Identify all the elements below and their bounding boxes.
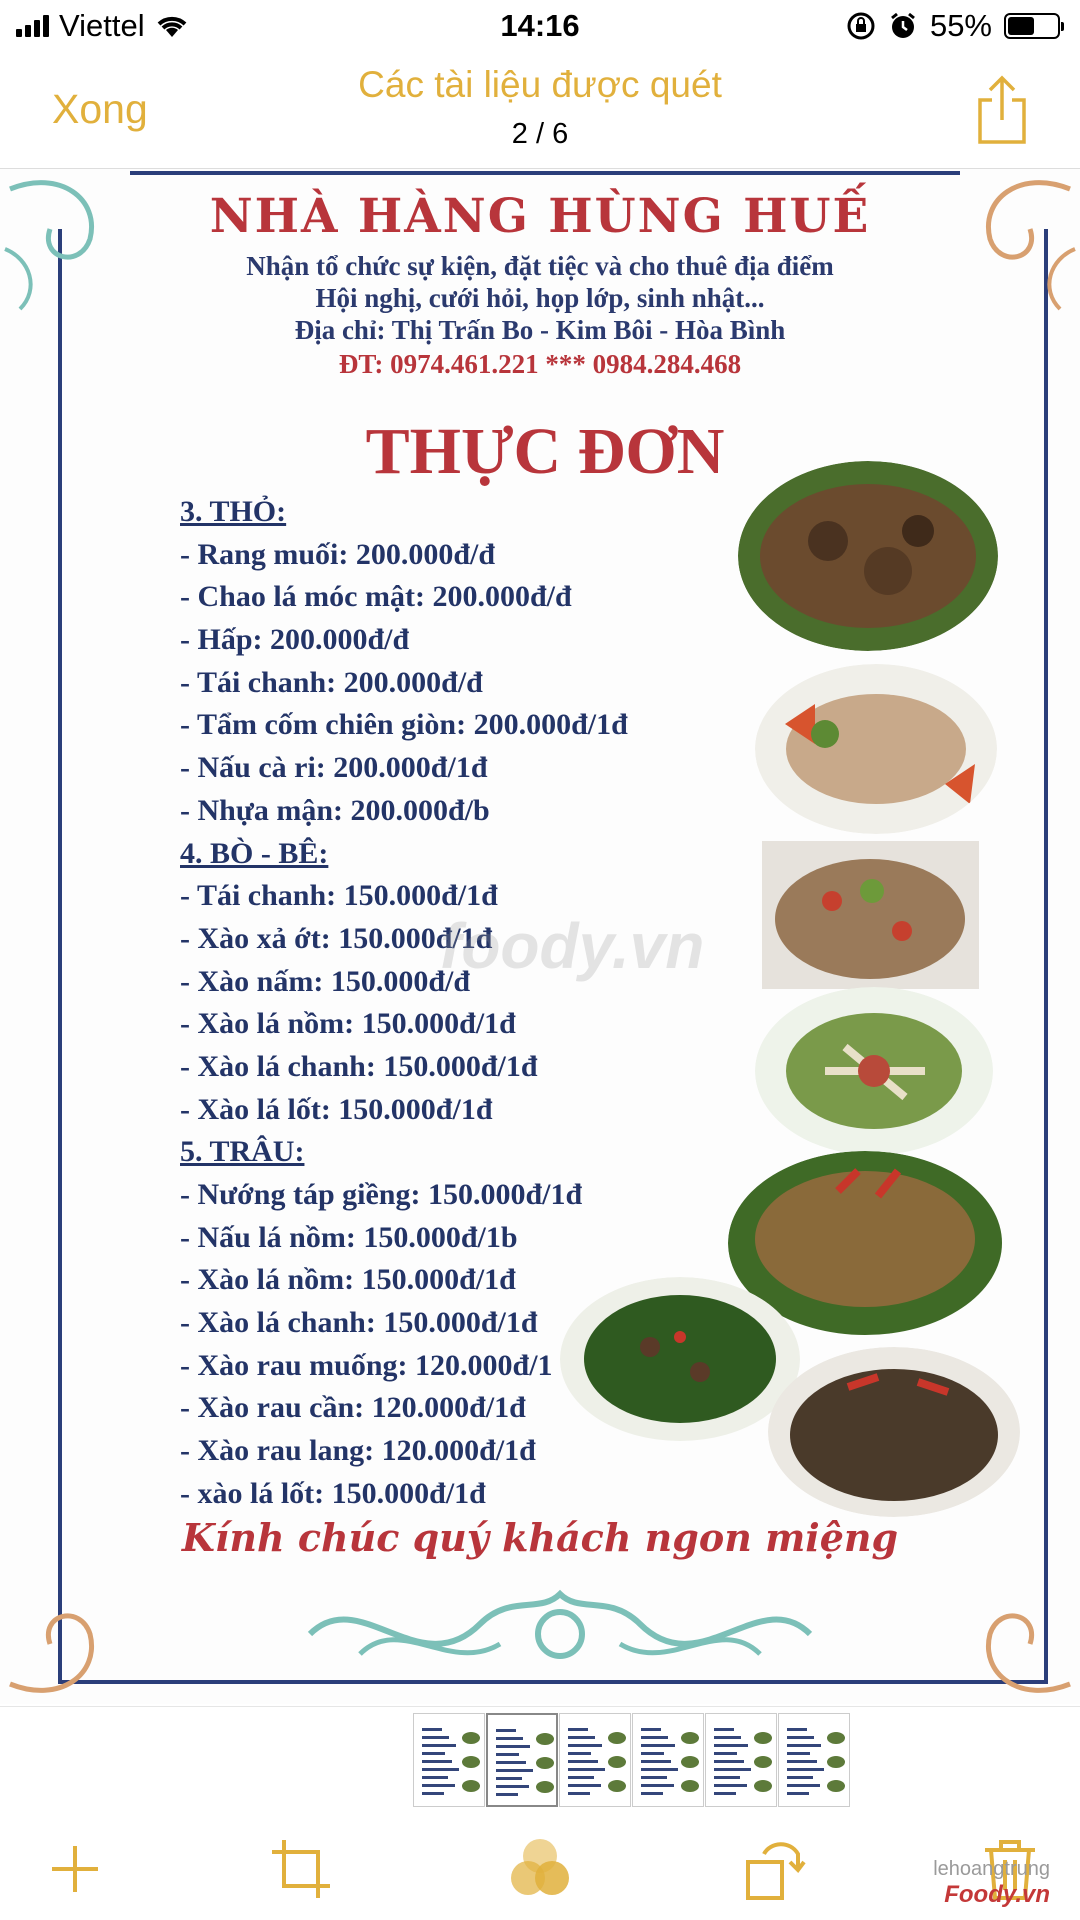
thumbnail-line <box>641 1728 661 1731</box>
menu-item: - Xào rau muống: 120.000đ/1 <box>180 1348 553 1382</box>
menu-item: - Nấu cà ri: 200.000đ/1đ <box>180 751 488 785</box>
food-photo <box>560 1277 800 1442</box>
thumbnail-line <box>641 1752 664 1755</box>
thumbnail-line <box>714 1728 734 1731</box>
carrier-label: Viettel <box>59 8 145 43</box>
thumbnail-line <box>422 1784 455 1787</box>
thumbnail-photo <box>681 1732 699 1744</box>
thumbnail-line <box>422 1768 459 1771</box>
navigation-bar <box>0 56 1080 166</box>
thumbnail-line <box>787 1728 807 1731</box>
menu-item: - Tẩm cốm chiên giòn: 200.000đ/1đ <box>180 708 628 742</box>
thumbnail-line <box>787 1752 810 1755</box>
corner-ornament-icon <box>0 1554 120 1704</box>
nav-title: Các tài liệu được quét <box>358 64 722 105</box>
thumbnail-line <box>714 1760 744 1763</box>
thumbnail-photo <box>608 1732 626 1744</box>
thumbnail-line <box>714 1784 747 1787</box>
filter-icon[interactable] <box>500 1834 580 1904</box>
thumbnail-line <box>641 1784 674 1787</box>
thumbnail-photo <box>827 1780 845 1792</box>
status-bar <box>0 0 1080 56</box>
thumbnail-line <box>568 1728 588 1731</box>
thumbnail-line <box>787 1792 809 1795</box>
menu-item: - Xào lá chanh: 150.000đ/1đ <box>180 1049 538 1083</box>
food-photo <box>768 1347 1020 1517</box>
menu-item: - Nhựa mận: 200.000đ/b <box>180 793 490 827</box>
menu-item: - Chao lá móc mật: 200.000đ/đ <box>180 580 572 614</box>
restaurant-address: Địa chỉ: Thị Trấn Bo - Kim Bôi - Hòa Bình <box>294 315 786 345</box>
thumbnail-line <box>496 1777 522 1780</box>
thumbnail-line <box>714 1736 741 1739</box>
thumbnail-photo <box>827 1756 845 1768</box>
menu-item: - Nướng táp giềng: 150.000đ/1đ <box>180 1178 583 1211</box>
restaurant-phone: ĐT: 0974.461.221 *** 0984.284.468 <box>338 349 742 379</box>
document-frame-top <box>130 171 960 175</box>
thumbnail-line <box>641 1776 667 1779</box>
thumbnail-line <box>714 1792 736 1795</box>
thumbnail-line <box>714 1744 748 1747</box>
thumbnail-line <box>568 1792 590 1795</box>
menu-item: - Xào lá nồm: 150.000đ/1đ <box>180 1263 516 1297</box>
food-photo <box>755 664 997 834</box>
food-photo <box>762 841 979 989</box>
thumbnail-line <box>496 1737 523 1740</box>
menu-section-heading: 5. TRÂU: <box>180 1135 305 1169</box>
thumbnail-line <box>422 1744 456 1747</box>
plus-icon[interactable] <box>40 1834 110 1904</box>
thumbnail-line <box>422 1728 442 1731</box>
thumbnail-line <box>787 1768 824 1771</box>
menu-item: - Tái chanh: 200.000đ/đ <box>180 665 483 699</box>
thumbnail-line <box>496 1745 530 1748</box>
thumbnail-photo <box>827 1732 845 1744</box>
credit-username: lehoangtrung <box>933 1858 1050 1880</box>
menu-title: THỰC ĐƠN <box>365 415 725 488</box>
thumbnail-line <box>568 1752 591 1755</box>
status-right <box>846 8 1060 44</box>
thumbnail-photo <box>462 1732 480 1744</box>
done-button[interactable]: Xong <box>52 86 148 132</box>
menu-item: - Rang muối: 200.000đ/đ <box>180 537 496 571</box>
thumbnail-line <box>568 1736 595 1739</box>
thumbnail-photo <box>681 1780 699 1792</box>
thumbnail-line <box>787 1776 813 1779</box>
menu-item: - Xào rau lang: 120.000đ/1đ <box>180 1434 536 1468</box>
thumbnail-photo <box>608 1756 626 1768</box>
restaurant-name: NHÀ HÀNG HÙNG HUẾ <box>209 189 871 244</box>
thumbnail-line <box>568 1744 602 1747</box>
thumbnail-photo <box>754 1732 772 1744</box>
thumbnail-line <box>496 1761 526 1764</box>
menu-item: - Xào xả ớt: 150.000đ/1đ <box>180 921 493 955</box>
menu-item: - Xào rau cần: 120.000đ/1đ <box>180 1391 526 1425</box>
thumbnail-photo <box>462 1756 480 1768</box>
page-thumbnail[interactable] <box>559 1713 631 1807</box>
rotate-icon[interactable] <box>740 1834 810 1904</box>
menu-item: - Hấp: 200.000đ/đ <box>180 623 410 657</box>
thumbnail-line <box>568 1784 601 1787</box>
battery-icon <box>1004 13 1060 39</box>
battery-percent: 55% <box>929 8 992 43</box>
menu-section-heading: 3. THỎ: <box>180 495 287 528</box>
page-thumbnail[interactable] <box>413 1713 485 1807</box>
menu-item: - xào lá lốt: 150.000đ/1đ <box>180 1476 486 1510</box>
thumbnail-line <box>568 1776 594 1779</box>
thumbnail-photo <box>536 1757 554 1769</box>
thumbnail-line <box>714 1768 751 1771</box>
thumbnail-photo <box>462 1780 480 1792</box>
bottom-toolbar <box>0 1808 1080 1920</box>
thumbnail-line <box>496 1785 529 1788</box>
thumbnail-line <box>787 1744 821 1747</box>
menu-item: - Xào lá chanh: 150.000đ/1đ <box>180 1306 538 1340</box>
photo-credit <box>933 1858 1050 1909</box>
watermark: foody.vn <box>440 910 705 982</box>
battery-fill <box>1008 17 1034 35</box>
page-indicator: 2 / 6 <box>511 118 569 150</box>
thumbnail-line <box>422 1760 452 1763</box>
thumbnail-line <box>641 1736 668 1739</box>
thumbnail-photo <box>536 1781 554 1793</box>
thumbnail-photo <box>608 1780 626 1792</box>
thumbnail-photo <box>536 1733 554 1745</box>
food-photo <box>738 461 998 651</box>
thumbnail-photo <box>754 1756 772 1768</box>
ornament-icon <box>300 1574 820 1684</box>
page-thumbnail[interactable] <box>705 1713 777 1807</box>
thumbnail-photo <box>754 1780 772 1792</box>
menu-item: - Xào nấm: 150.000đ/đ <box>180 964 471 998</box>
restaurant-tagline: Hội nghị, cưới hỏi, họp lớp, sinh nhật... <box>315 283 765 313</box>
thumbnail-line <box>714 1776 740 1779</box>
thumbnail-line <box>568 1760 598 1763</box>
thumbnail-photo <box>681 1756 699 1768</box>
menu-item: - Nấu lá nồm: 150.000đ/1b <box>180 1220 518 1254</box>
alarm-icon <box>888 11 918 41</box>
page-thumbnails <box>0 1706 1080 1806</box>
page-thumbnail[interactable] <box>632 1713 704 1807</box>
menu-item: - Xào lá nồm: 150.000đ/1đ <box>180 1007 516 1041</box>
thumbnail-line <box>422 1736 449 1739</box>
thumbnail-line <box>568 1768 605 1771</box>
thumbnail-line <box>714 1752 737 1755</box>
thumbnail-line <box>641 1744 675 1747</box>
menu-section-heading: 4. BÒ - BÊ: <box>180 836 329 870</box>
thumbnail-line <box>787 1736 814 1739</box>
thumbnail-line <box>496 1729 516 1732</box>
thumbnail-line <box>641 1792 663 1795</box>
closing-message: Kính chúc quý khách ngon miệng <box>181 1515 899 1560</box>
thumbnail-line <box>496 1753 519 1756</box>
credit-brand: Foody.vn <box>944 1881 1050 1908</box>
page-thumbnail[interactable] <box>778 1713 850 1807</box>
page-thumbnail[interactable] <box>486 1713 558 1807</box>
corner-ornament-icon <box>960 1554 1080 1704</box>
thumbnail-line <box>496 1769 533 1772</box>
crop-icon[interactable] <box>266 1834 336 1904</box>
thumbnail-line <box>422 1752 445 1755</box>
rotation-lock-icon <box>846 11 876 41</box>
thumbnail-line <box>641 1760 671 1763</box>
clock: 14:16 <box>500 8 580 43</box>
menu-item: - Xào lá lốt: 150.000đ/1đ <box>180 1092 493 1126</box>
share-icon[interactable] <box>974 74 1030 146</box>
thumbnail-line <box>422 1792 444 1795</box>
menu-item: - Tái chanh: 150.000đ/1đ <box>180 879 498 913</box>
thumbnail-line <box>641 1768 678 1771</box>
thumbnail-line <box>787 1760 817 1763</box>
thumbnail-line <box>787 1784 820 1787</box>
thumbnail-line <box>496 1793 518 1796</box>
scanned-document[interactable] <box>0 168 1080 1704</box>
food-photo <box>755 987 993 1155</box>
restaurant-tagline: Nhận tổ chức sự kiện, đặt tiệc và cho thuê địa điểm <box>246 251 834 281</box>
thumbnail-line <box>422 1776 448 1779</box>
